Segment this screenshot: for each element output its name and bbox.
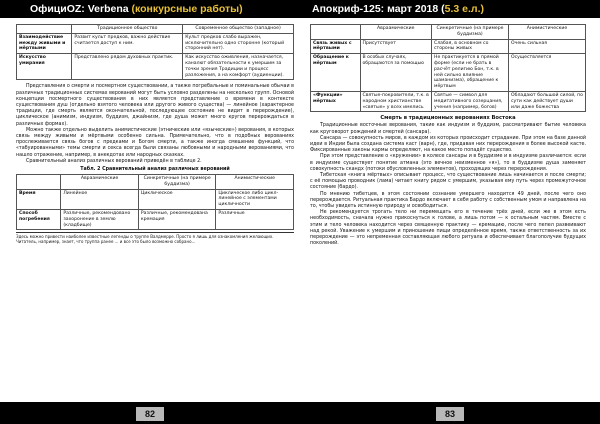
right-page (300, 0, 600, 424)
table-cell: Осуществляется (509, 54, 586, 92)
body-paragraph: При этом представление о «кружении» в колесе сансары и в буддизме и в индуизме различается: если в индуизме существует понятие атмана (это вечное неизменное «я»), то в буддизме душа заменяет совокупность скандх (потоки обусловленных элементов), проходящих через перерождения. (310, 154, 586, 172)
table-cell: Различные, рекомендована кремация (138, 210, 216, 230)
table-header-cell: Авраамические (61, 175, 139, 190)
table-row-header: Обращение к мёртвым (311, 54, 361, 92)
footnote: Здесь можно привести наиболее известные легенды о труппе Валдмерре. Просто я лишь для ознакомления желающих. Читатель, например, знает, что труппа ранее ... и все это было возможно собрано... (16, 232, 294, 244)
right-header-suffix: 5.3 е.л.) (444, 3, 485, 15)
body-paragraph: Можно также отдельно выделить анимистические (этнические или «языческие») верования, в которых связь между живыми и мёртвыми особенно сильна. Примечательно, что в подобных верованиях прослеживается связь богов с предками и Богом смерти, а также иногда смешение функций, что «табуированными» темы смерти и секса всегда были связаны любовными и народными верованиями, что нашло отражение, например, в анекдотах или народных сказках. (16, 127, 294, 158)
table-row-header: Взаимодействие между живыми и мёртвыми (17, 33, 72, 53)
table-row-header: Связь живых с мёртвыми (311, 39, 361, 54)
table-cell: Развит культ предков, важно действие считается доступ к ним. (72, 33, 183, 53)
right-page-header (300, 0, 600, 18)
table-header-cell: Синкретичные (на примере буддизма) (138, 175, 216, 190)
table-row (311, 39, 586, 54)
table-header-row (17, 175, 294, 190)
comparison-table-beliefs (16, 174, 294, 230)
right-page-content (310, 24, 586, 398)
table-header-row (17, 25, 294, 34)
table-header-cell (17, 25, 72, 34)
table-row (17, 54, 294, 80)
table-cell: Линейное (61, 189, 139, 209)
table-header-cell: Традиционное общество (72, 25, 183, 34)
table-row-header: «Функции» мёртвых (311, 91, 361, 111)
table-caption: Табл. 2 Сравнительный анализ различных верований (80, 167, 230, 173)
left-page-header (0, 0, 300, 18)
table-header-row (311, 25, 586, 40)
table-row (17, 33, 294, 53)
table-cell: Циклическое либо цикл-линейное с элементами цикличности (216, 189, 294, 209)
comparison-table-society (16, 24, 294, 80)
table-cell: Святые-покровители, т.к. в народном христианстве «святые» у всех имелись (360, 91, 432, 111)
body-paragraph: Представления о смерти и посмертном существовании, а также погребальные и поминальные обычаи в различных традиционных системах верований могут быть условно разделены на несколько групп. Основой концепции посмертного существования в них является представление о времени в контексте существования душ (отдельно взятого человека или другого живого существа) — линейное (характерное традиции, где смерть является окончательной, последующее состояние не видит в перерождение), циклическое (анимизм, индуизм, буддизм, джайнизм, где душа может много кругов перерождаться в различных формах). (16, 84, 294, 127)
body-paragraph: По мнению тибетцев, в этом состоянии сознание умершего находится 49 дней, после чего оно перерождается. Ритуальная практика Бардо включает в себя работу с собственным умом и направлена на то, чтобы увидеть истинную природу и освободиться. (310, 191, 586, 209)
comparison-table-dead (310, 24, 586, 112)
left-page-content (16, 24, 294, 398)
table-row (311, 91, 586, 111)
left-page-footer (0, 402, 300, 424)
table-header-cell: Анимистические (216, 175, 294, 190)
table-cell: В особых случаях, обращаются за помощью (360, 54, 432, 92)
table-cell: Представлено рядом духовных практик. (72, 54, 183, 80)
body-paragraph: Сансара — совокупность миров, в каждом из которых происходит страдание. При этом на базе данной идеи в Индии была создана система каст (варн), где, придавая них перерождения в более высокой касте. Фиксированные законы кармы определяют, на какое место попадёт существо. (310, 135, 586, 154)
table-row (311, 54, 586, 92)
table-header-cell: Синкретичные (на примере буддизма) (432, 25, 509, 40)
table-header-cell: Анимистические (509, 25, 586, 40)
page-number: 83 (436, 407, 464, 421)
body-paragraph: Сравнительный анализ различных верований приведён в таблице 2. (26, 158, 202, 164)
table-header-cell: Авраамические (360, 25, 432, 40)
body-paragraph: Не рекомендуется трогать тело ни перемещать его в течение трёх дней, если же в этом есть необходимость, сначала нужно прикоснуться к голове, а лишь потом — к остальным частям. Вместе с этим и тело человека находится через священную практику — кремацию, после чего пепел развеивают над рекой. Уважение к умершим и приношение пищи определённое время, также ответственность за их перерождение — это непременная составляющая любого ритуала и обеспечивает благополучие будущих поколений. (310, 210, 586, 247)
table-cell: Циклическое (138, 189, 216, 209)
left-header-suffix: (конкурсные работы) (131, 3, 243, 15)
table-row-header: Время (17, 189, 61, 209)
table-row (17, 210, 294, 230)
section-title: Смерть в традиционных верованиях Востока (380, 115, 516, 122)
table-cell: Различные, рекомендовано захоронение в землю (кладбище) (61, 210, 139, 230)
table-cell: Не практикуется в прямой форме (если не брать в расчёт религию Бон, т.к. в ней сильно влияние шаманизма), обращение к мёртвым (432, 54, 509, 92)
right-page-footer (300, 402, 600, 424)
table-cell: Присутствует (360, 39, 432, 54)
page-number: 82 (136, 407, 164, 421)
body-paragraph: Традиционные восточные верования, такие как индуизм и буддизм, рассматривают бытие человека как круговорот рождений и смертей (сансара). (310, 123, 586, 135)
table-header-cell: Современное общество (западное) (183, 25, 294, 34)
table-cell: Очень сильная (509, 39, 586, 54)
table-cell: Как искусство оживления, назначается, каналют обязательности к умершим за точки зрения Традиции и процесс разложения, а на комфорт (аудиенции). (183, 54, 294, 80)
right-header-prefix: Апокриф-125: март 2018 ( (312, 3, 445, 15)
table-header-cell (311, 25, 361, 40)
table-row-header: Искусство умирания (17, 54, 72, 80)
table-cell: Культ предков слабо выражен, исключительно одно сторонне (который сторонний нет). (183, 33, 294, 53)
body-paragraph: Тибетская «книга мёртвых» описывает процесс, что существование лишь начинается и после смерти; с её помощью проводник (лама) читает книгу рядом с умершим, указывая ему путь через промежуточное состояние (бардо). (310, 172, 586, 191)
table-cell: Обладают большой силой, по сути как действует души или даже божества (509, 91, 586, 111)
table-cell: Святые — символ для медитативного созерцания, учения (например, богов) (432, 91, 509, 111)
table-row-header: Способ погребения (17, 210, 61, 230)
table-row (17, 189, 294, 209)
table-cell: Слабая, в основном со стороны живых (432, 39, 509, 54)
table-header-cell (17, 175, 61, 190)
table-cell: Различные (216, 210, 294, 230)
left-header-prefix: ОфициOZ: Verbena (30, 3, 132, 15)
